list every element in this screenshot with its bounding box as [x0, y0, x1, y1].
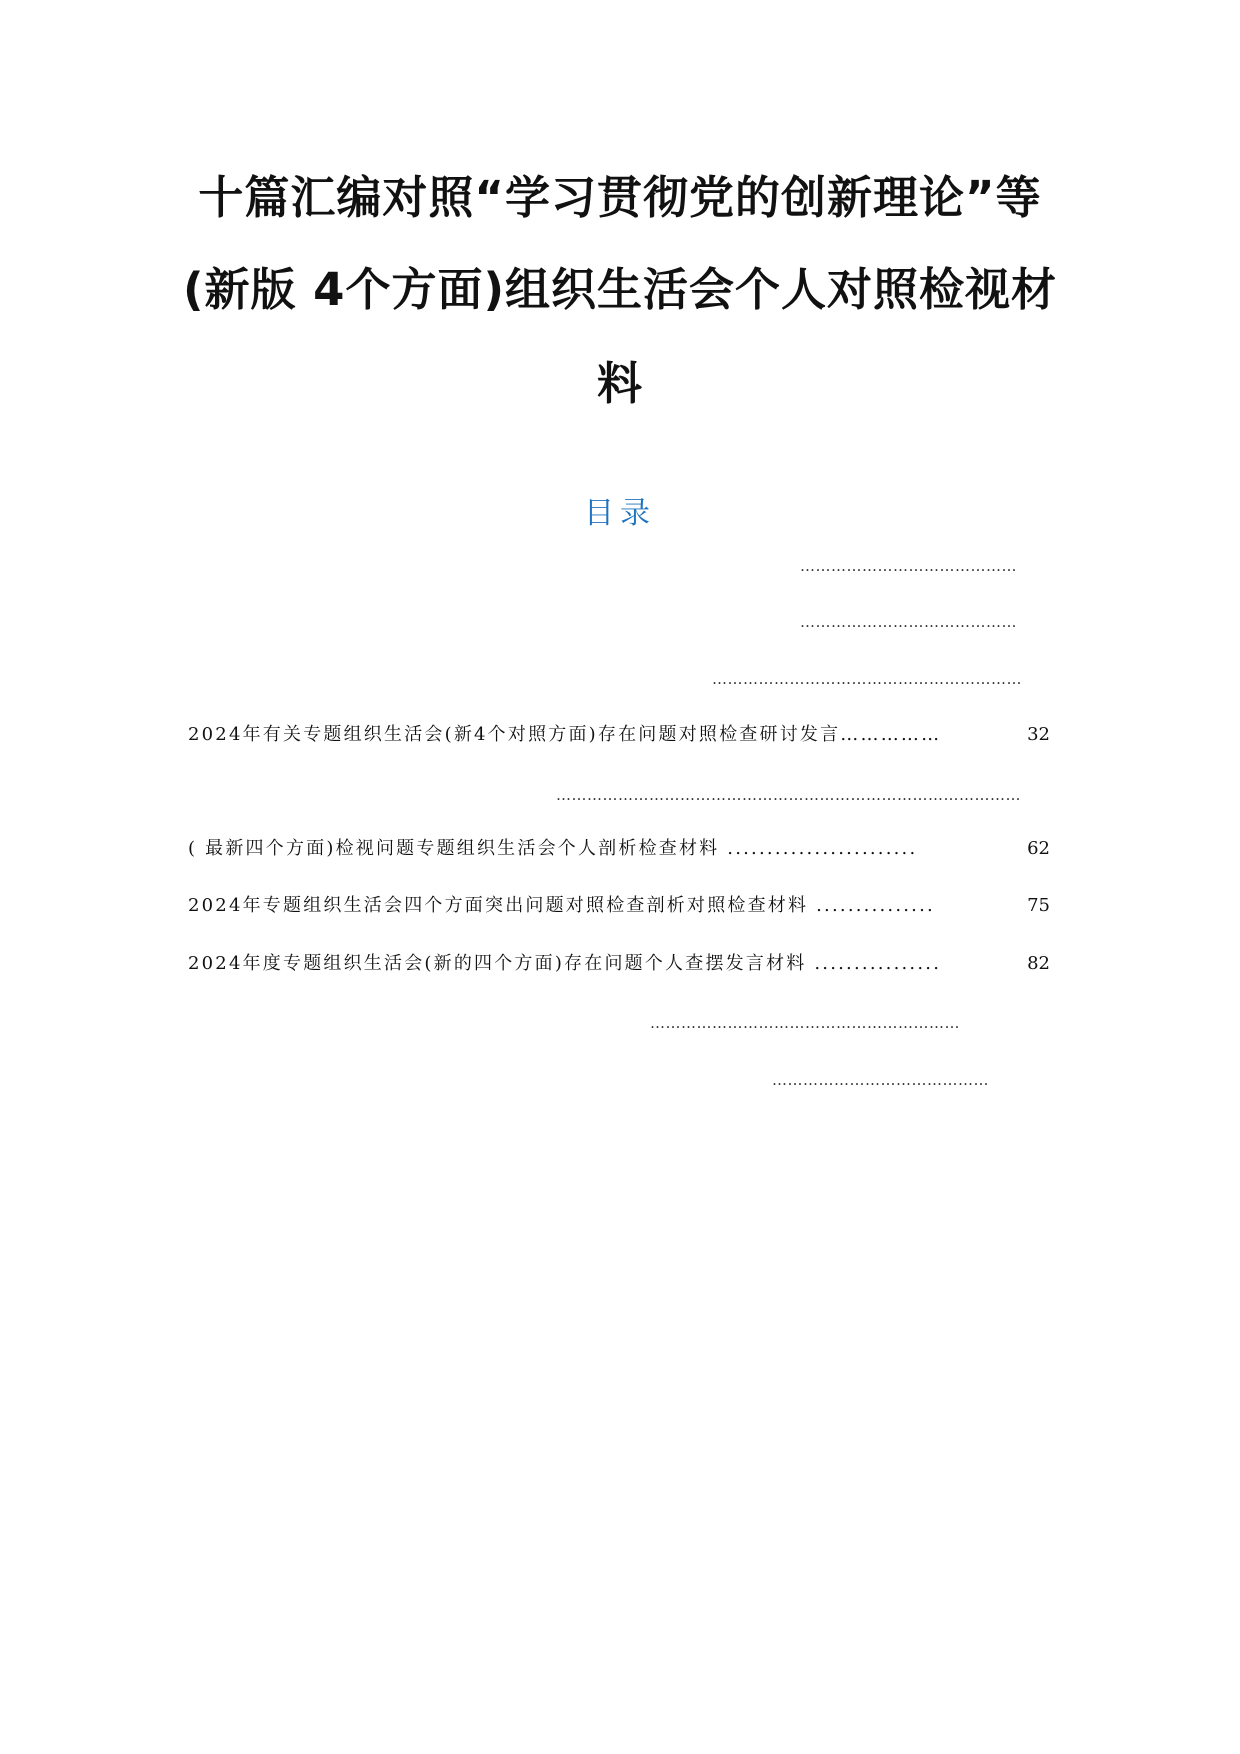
document-title-line-2: (新版 4个方面)组织生活会个人对照检视材 [182, 263, 1058, 316]
toc-dotted-leader: …………………………………… [800, 557, 1017, 575]
toc-entry-page: 62 [1027, 838, 1050, 859]
toc-entry-page: 32 [1027, 724, 1050, 745]
toc-dotted-leader: …………………………………… [772, 1071, 989, 1089]
toc-entry-label: 2024年度专题组织生活会(新的四个方面)存在问题个人查摆发言材料 ................ [188, 953, 942, 974]
toc-heading: 目录 [584, 496, 656, 531]
toc-entry[interactable] [188, 722, 1050, 748]
toc-entry-label: 2024年有关专题组织生活会(新4个对照方面)存在问题对照检查研讨发言…………… [188, 724, 942, 745]
toc-entry-page: 82 [1027, 953, 1050, 974]
toc-dotted-leader: …………………………………………………… [712, 670, 1022, 688]
toc-dotted-leader: …………………………………… [800, 613, 1017, 631]
document-title-line-3: 料 [596, 357, 643, 410]
document-title-line-1: 十篇汇编对照“学习贯彻党的创新理论”等 [198, 171, 1042, 224]
toc-entry-label: ( 最新四个方面)检视问题专题组织生活会个人剖析检查材料 ........................ [188, 838, 918, 859]
toc-entry[interactable] [188, 893, 1050, 919]
toc-dotted-leader: ……………………………………………………………………………… [556, 786, 1021, 804]
toc-entry-page: 75 [1027, 895, 1050, 916]
toc-entry[interactable] [188, 951, 1050, 977]
toc-entry-label: 2024年专题组织生活会四个方面突出问题对照检查剖析对照检查材料 ............... [188, 895, 935, 916]
toc-dotted-leader: …………………………………………………… [650, 1014, 960, 1032]
toc-entry[interactable] [188, 836, 1050, 862]
